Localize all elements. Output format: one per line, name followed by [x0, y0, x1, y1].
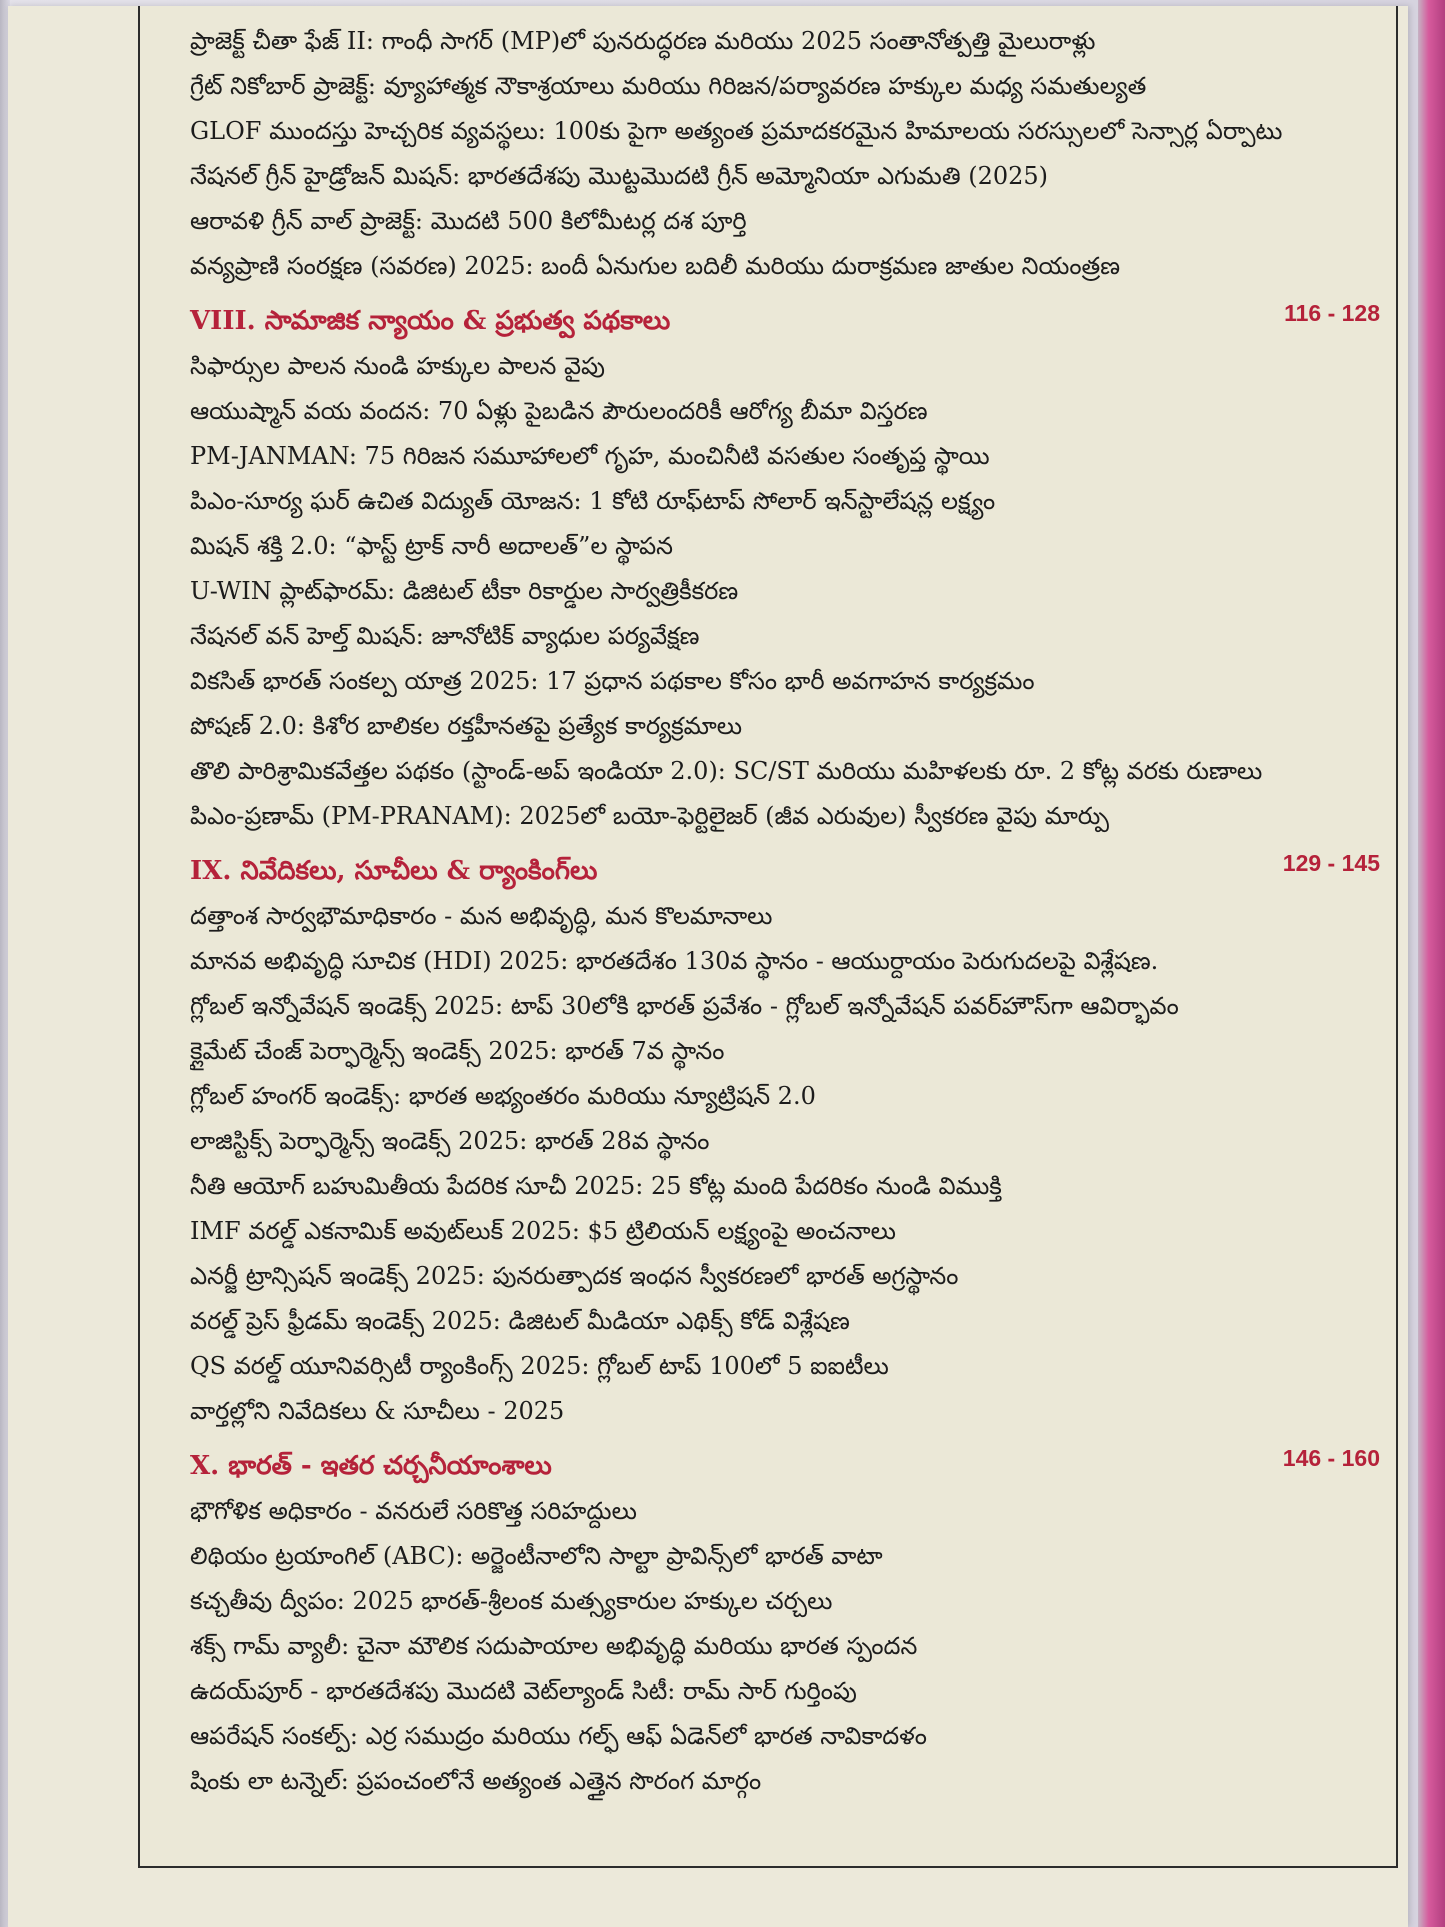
toc-item: పిఎం-సూర్య ఘర్ ఉచిత విద్యుత్ యోజన: 1 కోటి రూఫ్‌టాప్ సోలార్ ఇన్‌స్టాలేషన్ల లక్ష్యం — [190, 487, 996, 515]
page-range: 129 - 145 — [1282, 850, 1380, 876]
toc-item: గ్లోబల్ ఇన్నోవేషన్ ఇండెక్స్ 2025: టాప్ 30లోకి భారత్ ప్రవేశం - గ్లోబల్ ఇన్నోవేషన్ పవర్‌హౌస్‌గా ఆవిర్భావం — [190, 992, 1179, 1020]
section-title: IX. నివేదికలు, సూచీలు & ర్యాంకింగ్‌లు — [190, 856, 598, 886]
toc-item: QS వరల్డ్ యూనివర్సిటీ ర్యాంకింగ్స్ 2025: గ్లోబల్ టాప్ 100లో 5 ఐఐటీలు — [190, 1352, 889, 1380]
section-heading — [190, 846, 1380, 901]
toc-item: నేషనల్ వన్ హెల్త్ మిషన్: జూనోటిక్ వ్యాధుల పర్యవేక్షణ — [190, 622, 700, 650]
toc-item: వరల్డ్ ప్రెస్ ఫ్రీడమ్ ఇండెక్స్ 2025: డిజిటల్ మీడియా ఎథిక్స్ కోడ్ విశ్లేషణ — [190, 1307, 850, 1335]
toc-item: ఆరావళి గ్రీన్ వాల్ ప్రాజెక్ట్: మొదటి 500 కిలోమీటర్ల దశ పూర్తి — [190, 207, 747, 235]
toc-item: వన్యప్రాణి సంరక్షణ (సవరణ) 2025: బందీ ఏనుగుల బదిలీ మరియు దురాక్రమణ జాతుల నియంత్రణ — [190, 252, 1121, 280]
cover-edge — [1418, 0, 1445, 1927]
toc-item: గ్లోబల్ హంగర్ ఇండెక్స్: భారత అభ్యంతరం మరియు న్యూట్రిషన్ 2.0 — [190, 1082, 816, 1110]
toc-item: PM-JANMAN: 75 గిరిజన సమూహాలలో గృహ, మంచినీటి వసతుల సంతృప్త స్థాయి — [190, 442, 990, 470]
page-range: 146 - 160 — [1282, 1445, 1380, 1471]
toc-item: ఆపరేషన్ సంకల్ప్: ఎర్ర సముద్రం మరియు గల్ఫ్ ఆఫ్ ఏడెన్‌లో భారత నావికాదళం — [190, 1722, 927, 1750]
toc-item: భౌగోళిక అధికారం - వనరులే సరికొత్త సరిహద్దులు — [190, 1497, 637, 1525]
toc-item: దత్తాంశ సార్వభౌమాధికారం - మన అభివృద్ధి, మన కొలమానాలు — [190, 902, 773, 930]
toc-item: షింకు లా టన్నెల్: ప్రపంచంలోనే అత్యంత ఎత్తైన సొరంగ మార్గం — [190, 1767, 762, 1795]
toc-item: ఎనర్జీ ట్రాన్సిషన్ ఇండెక్స్ 2025: పునరుత్పాదక ఇంధన స్వీకరణలో భారత్ అగ్రస్థానం — [190, 1262, 959, 1290]
section-heading — [190, 1441, 1380, 1496]
section-x — [190, 1441, 1380, 1811]
toc-item: వార్తల్లోని నివేదికలు & సూచీలు - 2025 — [190, 1397, 565, 1425]
toc-item: ఉదయ్‌పూర్ - భారతదేశపు మొదటి వెట్‌ల్యాండ్ సిటీ: రామ్ సార్ గుర్తింపు — [190, 1677, 857, 1705]
toc-item: ప్రాజెక్ట్ చీతా ఫేజ్ II: గాంధీ సాగర్ (MP)లో పునరుద్ధరణ మరియు 2025 సంతానోత్పత్తి మైలురాళ్లు — [190, 27, 1096, 55]
toc-item: మిషన్ శక్తి 2.0: “ఫాస్ట్ ట్రాక్ నారీ అదాలత్”ల స్థాపన — [190, 532, 673, 560]
toc-item: GLOF ముందస్తు హెచ్చరిక వ్యవస్థలు: 100కు పైగా అత్యంత ప్రమాదకరమైన హిమాలయ సరస్సులలో సెన్సార్ల ఏర్పాటు — [190, 117, 1283, 145]
toc-item: IMF వరల్డ్ ఎకనామిక్ అవుట్‌లుక్ 2025: $5 ట్రిలియన్ లక్ష్యంపై అంచనాలు — [190, 1217, 896, 1245]
toc-item: క్లైమేట్ చేంజ్ పెర్ఫార్మెన్స్ ఇండెక్స్ 2025: భారత్ 7వ స్థానం — [190, 1037, 725, 1065]
section-heading — [190, 296, 1380, 351]
toc-item: శక్స్ గామ్ వ్యాలీ: చైనా మౌలిక సదుపాయాల అభివృద్ధి మరియు భారత స్పందన — [190, 1632, 918, 1660]
section-title: X. భారత్ - ఇతర చర్చనీయాంశాలు — [190, 1451, 552, 1481]
section-title: VIII. సామాజిక న్యాయం & ప్రభుత్వ పథకాలు — [190, 306, 671, 336]
toc-item: ఆయుష్మాన్ వయ వందన: 70 ఏళ్లు పైబడిన పౌరులందరికీ ఆరోగ్య బీమా విస్తరణ — [190, 397, 928, 425]
toc-item: మానవ అభివృద్ధి సూచిక (HDI) 2025: భారతదేశం 130వ స్థానం - ఆయుర్దాయం పెరుగుదలపై విశ్లేషణ. — [190, 947, 1159, 975]
toc-item: నేషనల్ గ్రీన్ హైడ్రోజన్ మిషన్: భారతదేశపు మొట్టమొదటి గ్రీన్ అమ్మోనియా ఎగుమతి (2025) — [190, 162, 1049, 190]
toc-item: పిఎం-ప్రణామ్ (PM-PRANAM): 2025లో బయో-ఫెర్టిలైజర్ (జీవ ఎరువుల) స్వీకరణ వైపు మార్పు — [190, 802, 1110, 830]
section-ix — [190, 846, 1380, 1441]
toc-item: లిథియం ట్రయాంగిల్ (ABC): అర్జెంటీనాలోని సాల్టా ప్రావిన్స్‌లో భారత్ వాటా — [190, 1542, 883, 1570]
table-of-contents — [190, 26, 1380, 1811]
toc-item: నీతి ఆయోగ్ బహుమితీయ పేదరిక సూచీ 2025: 25 కోట్ల మంది పేదరికం నుండి విముక్తి — [190, 1172, 1002, 1200]
toc-item: కచ్చతీవు ద్వీపం: 2025 భారత్-శ్రీలంక మత్స్యకారుల హక్కుల చర్చలు — [190, 1587, 833, 1615]
toc-item: లాజిస్టిక్స్ పెర్ఫార్మెన్స్ ఇండెక్స్ 2025: భారత్ 28వ స్థానం — [190, 1127, 710, 1155]
toc-item: వికసిత్ భారత్ సంకల్ప యాత్ర 2025: 17 ప్రధాన పథకాల కోసం భారీ అవగాహన కార్యక్రమం — [190, 667, 1035, 695]
toc-item: పోషణ్ 2.0: కిశోర బాలికల రక్తహీనతపై ప్రత్యేక కార్యక్రమాలు — [190, 712, 743, 740]
toc-item: గ్రేట్ నికోబార్ ప్రాజెక్ట్: వ్యూహాత్మక నౌకాశ్రయాలు మరియు గిరిజన/పర్యావరణ హక్కుల మధ్య సమతుల్యత — [190, 72, 1147, 100]
toc-item: సిఫార్సుల పాలన నుండి హక్కుల పాలన వైపు — [190, 352, 605, 380]
section-viii — [190, 296, 1380, 846]
page-range: 116 - 128 — [1284, 300, 1380, 326]
top-items-list — [190, 26, 1380, 296]
toc-item: తొలి పారిశ్రామికవేత్తల పథకం (స్టాండ్-అప్ ఇండియా 2.0): SC/ST మరియు మహిళలకు రూ. 2 కోట్ల వరకు రుణాలు — [190, 757, 1263, 785]
toc-item: U-WIN ప్లాట్‌ఫారమ్: డిజిటల్ టీకా రికార్డుల సార్వత్రికీకరణ — [190, 577, 739, 605]
